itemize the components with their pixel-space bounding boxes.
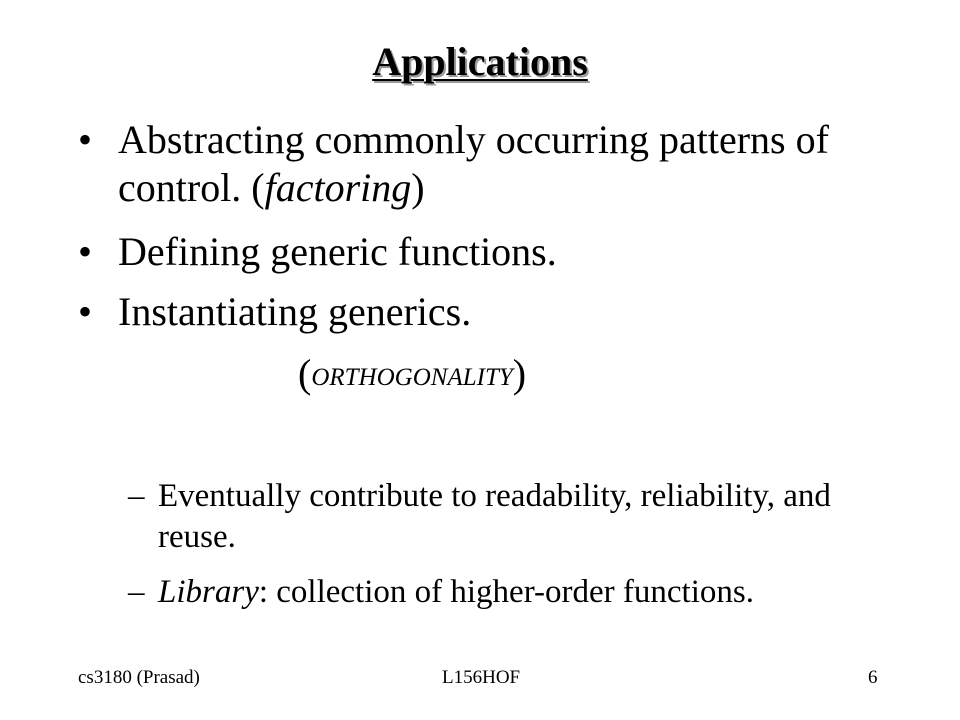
footer-page-number: 6 xyxy=(868,667,878,688)
sub-bullet-text-part: : collection of higher-order functions. xyxy=(258,574,754,610)
bullet-item xyxy=(78,288,898,336)
sub-bullet-item xyxy=(128,572,888,613)
footer-course: cs3180 (Prasad) xyxy=(78,667,200,688)
sub-bullet-item xyxy=(128,476,888,558)
slide-title: Applications xyxy=(372,39,588,84)
bullet-marker: • xyxy=(78,117,93,162)
bullet-item xyxy=(78,228,898,276)
bullet-text-part: ) xyxy=(411,165,425,210)
orthogonality-label: ORTHOGONALITY xyxy=(311,364,513,391)
bullet-marker: • xyxy=(78,289,93,334)
footer-lecture-id: L156HOF xyxy=(442,667,521,688)
sub-bullet-marker: – xyxy=(128,574,145,610)
sub-bullet-emphasis: Library xyxy=(158,574,259,610)
bullet-text-part: Abstracting commonly occurring patterns of control. ( xyxy=(118,117,829,210)
bullet-emphasis: factoring xyxy=(264,165,412,210)
sub-bullet-marker: – xyxy=(128,478,145,514)
sub-bullet-text xyxy=(158,572,888,613)
paren-close: ) xyxy=(512,351,527,396)
bullet-text: Defining generic functions. xyxy=(118,229,557,274)
bullet-marker: • xyxy=(78,229,93,274)
bullet-text: Instantiating generics. xyxy=(118,289,472,334)
paren-open: ( xyxy=(298,351,312,396)
bullet-item xyxy=(78,116,898,212)
sub-bullet-text: Eventually contribute to readability, reliability, and reuse. xyxy=(158,478,831,555)
bullet-text xyxy=(118,116,898,212)
orthogonality-note xyxy=(298,350,526,402)
